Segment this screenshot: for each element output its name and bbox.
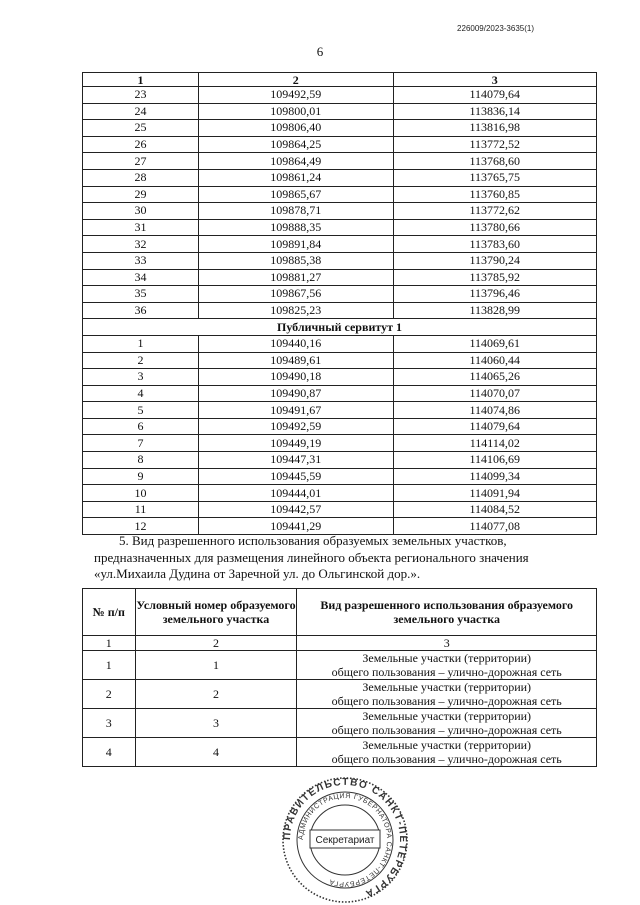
section-5-paragraph: [94, 533, 597, 583]
point-number: 34: [83, 269, 199, 286]
x-coordinate: 109491,67: [198, 402, 393, 419]
row-number: 4: [83, 738, 136, 767]
row-number: 3: [83, 709, 136, 738]
y-coordinate: 113836,14: [393, 103, 596, 120]
point-number: 2: [83, 352, 199, 369]
table-row: [83, 385, 597, 402]
permitted-use-line-1: Земельные участки (территории): [362, 738, 532, 752]
table-row: [83, 651, 597, 680]
x-coordinate: 109492,59: [198, 418, 393, 435]
y-coordinate: 113760,85: [393, 186, 596, 203]
table-row: [83, 452, 597, 469]
y-coordinate: 114074,86: [393, 402, 596, 419]
plot-id: 2: [135, 680, 297, 709]
x-coordinate: 109442,57: [198, 501, 393, 518]
header-plot-id: Условный номер образуемого земельного участка: [135, 589, 297, 636]
table-row: [83, 87, 597, 104]
table-row: [83, 485, 597, 502]
point-number: 5: [83, 402, 199, 419]
x-coordinate: 109441,29: [198, 518, 393, 535]
x-coordinate: 109445,59: [198, 468, 393, 485]
stamp-center-label: Секретариат: [315, 835, 375, 846]
section-title: Публичный сервитут 1: [83, 319, 597, 336]
coords-header-row: [83, 73, 597, 87]
point-number: 4: [83, 385, 199, 402]
point-number: 1: [83, 73, 199, 87]
permitted-use-line-1: Земельные участки (территории): [362, 651, 532, 665]
table-row: [83, 369, 597, 386]
colnum-1: 1: [83, 636, 136, 651]
point-number: 25: [83, 120, 199, 137]
x-coordinate: 109800,01: [198, 103, 393, 120]
section-title-row: [83, 319, 597, 336]
x-coordinate: 109806,40: [198, 120, 393, 137]
x-coordinate: 109440,16: [198, 335, 393, 352]
x-coordinate: 109885,38: [198, 252, 393, 269]
x-coordinate: 109865,67: [198, 186, 393, 203]
x-coordinate: 109447,31: [198, 452, 393, 469]
x-coordinate: 109492,59: [198, 87, 393, 104]
permitted-use: [297, 651, 597, 680]
table-row: [83, 153, 597, 170]
y-coordinate: 113828,99: [393, 302, 596, 319]
permitted-use: [297, 680, 597, 709]
page-number: 6: [316, 44, 324, 59]
y-coordinate: 113790,24: [393, 252, 596, 269]
point-number: 32: [83, 236, 199, 253]
header-permitted-use: Вид разрешенного использования образуемого земельного участка: [297, 589, 597, 636]
x-coordinate: 109878,71: [198, 203, 393, 220]
table-row: [83, 186, 597, 203]
paragraph-line-2: предназначенных для размещения линейного объекта регионального значения: [94, 549, 529, 565]
y-coordinate: 113780,66: [393, 219, 596, 236]
paragraph-line-1: 5. Вид разрешенного использования образуемых земельных участков,: [119, 533, 507, 548]
x-coordinate: 109489,61: [198, 352, 393, 369]
point-number: 36: [83, 302, 199, 319]
permitted-use-line-2: общего пользования – улично-дорожная сеть: [331, 723, 562, 737]
y-coordinate: 114077,08: [393, 518, 596, 535]
table-row: [83, 352, 597, 369]
table-row: [83, 418, 597, 435]
point-number: 3: [83, 369, 199, 386]
point-number: 12: [83, 518, 199, 535]
uses-header-row: [83, 589, 597, 636]
y-coordinate: 114060,44: [393, 352, 596, 369]
y-coordinate: 114114,02: [393, 435, 596, 452]
permitted-use-line-1: Земельные участки (территории): [362, 709, 532, 723]
table-row: [83, 269, 597, 286]
x-coordinate: 109490,87: [198, 385, 393, 402]
x-coordinate: 109867,56: [198, 286, 393, 303]
uses-colnum-row: [83, 636, 597, 651]
point-number: 9: [83, 468, 199, 485]
point-number: 31: [83, 219, 199, 236]
y-coordinate: 114099,34: [393, 468, 596, 485]
x-coordinate: 109881,27: [198, 269, 393, 286]
permitted-use-line-2: общего пользования – улично-дорожная сеть: [331, 694, 562, 708]
y-coordinate: 113785,92: [393, 269, 596, 286]
point-number: 28: [83, 169, 199, 186]
x-coordinate: 109864,49: [198, 153, 393, 170]
point-number: 10: [83, 485, 199, 502]
permitted-use-line-2: общего пользования – улично-дорожная сеть: [331, 752, 562, 766]
point-number: 24: [83, 103, 199, 120]
y-coordinate: 114091,94: [393, 485, 596, 502]
table-row: [83, 203, 597, 220]
table-row: [83, 709, 597, 738]
row-number: 1: [83, 651, 136, 680]
permitted-use: [297, 709, 597, 738]
y-coordinate: 114084,52: [393, 501, 596, 518]
y-coordinate: 114079,64: [393, 87, 596, 104]
table-row: [83, 335, 597, 352]
point-number: 1: [83, 335, 199, 352]
point-number: 33: [83, 252, 199, 269]
table-row: [83, 402, 597, 419]
x-coordinate: 109825,23: [198, 302, 393, 319]
point-number: 8: [83, 452, 199, 469]
paragraph-line-3: «ул.Михаила Дудина от Заречной ул. до Ольгинской дор.».: [94, 566, 421, 581]
point-number: 26: [83, 136, 199, 153]
table-row: [83, 680, 597, 709]
x-coordinate: 109444,01: [198, 485, 393, 502]
table-row: [83, 169, 597, 186]
table-row: [83, 236, 597, 253]
y-coordinate: 114079,64: [393, 418, 596, 435]
colnum-2: 2: [135, 636, 297, 651]
table-row: [83, 738, 597, 767]
point-number: 30: [83, 203, 199, 220]
table-row: [83, 252, 597, 269]
stamp-inner-text: АДМИНИСТРАЦИЯ ГУБЕРНАТОРА САНКТ-ПЕТЕРБУРГА: [297, 792, 393, 888]
point-number: 6: [83, 418, 199, 435]
document-id: 226009/2023-3635(1): [457, 24, 534, 33]
point-number: 23: [83, 87, 199, 104]
table-row: [83, 468, 597, 485]
official-seal-stamp: [280, 775, 410, 905]
y-coordinate: 3: [393, 73, 596, 87]
table-row: [83, 219, 597, 236]
x-coordinate: 2: [198, 73, 393, 87]
plot-id: 4: [135, 738, 297, 767]
point-number: 27: [83, 153, 199, 170]
y-coordinate: 113772,62: [393, 203, 596, 220]
y-coordinate: 114070,07: [393, 385, 596, 402]
x-coordinate: 109861,24: [198, 169, 393, 186]
permitted-use-line-1: Земельные участки (территории): [362, 680, 532, 694]
y-coordinate: 113816,98: [393, 120, 596, 137]
x-coordinate: 109891,84: [198, 236, 393, 253]
table-row: [83, 501, 597, 518]
y-coordinate: 114065,26: [393, 369, 596, 386]
plot-id: 3: [135, 709, 297, 738]
y-coordinate: 113796,46: [393, 286, 596, 303]
row-number: 2: [83, 680, 136, 709]
table-row: [83, 286, 597, 303]
table-row: [83, 103, 597, 120]
colnum-3: 3: [297, 636, 597, 651]
x-coordinate: 109888,35: [198, 219, 393, 236]
x-coordinate: 109864,25: [198, 136, 393, 153]
point-number: 29: [83, 186, 199, 203]
y-coordinate: 113783,60: [393, 236, 596, 253]
y-coordinate: 113772,52: [393, 136, 596, 153]
point-number: 7: [83, 435, 199, 452]
header-number: № п/п: [83, 589, 136, 636]
permitted-use-line-2: общего пользования – улично-дорожная сеть: [331, 665, 562, 679]
x-coordinate: 109449,19: [198, 435, 393, 452]
point-number: 35: [83, 286, 199, 303]
table-row: [83, 302, 597, 319]
point-number: 11: [83, 501, 199, 518]
y-coordinate: 114069,61: [393, 335, 596, 352]
y-coordinate: 113768,60: [393, 153, 596, 170]
y-coordinate: 113765,75: [393, 169, 596, 186]
table-row: [83, 136, 597, 153]
y-coordinate: 114106,69: [393, 452, 596, 469]
x-coordinate: 109490,18: [198, 369, 393, 386]
coordinates-table: [82, 72, 597, 535]
stamp-outer-text: ПРАВИТЕЛЬСТВО САНКТ-ПЕТЕРБУРГА: [281, 776, 409, 900]
plot-id: 1: [135, 651, 297, 680]
permitted-use-table: [82, 588, 597, 767]
permitted-use: [297, 738, 597, 767]
table-row: [83, 435, 597, 452]
table-row: [83, 120, 597, 137]
